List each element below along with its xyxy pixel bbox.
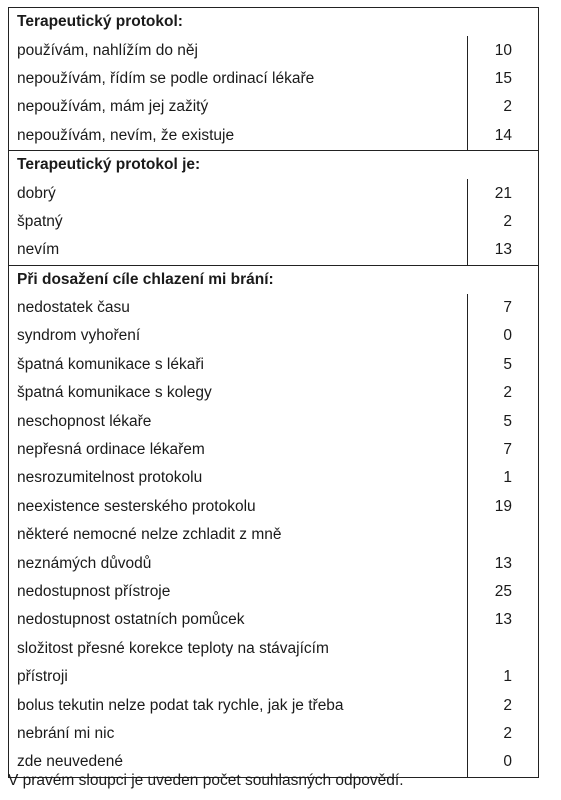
row-label: některé nemocné nelze zchladit z mně	[9, 521, 468, 549]
row-count: 2	[468, 93, 539, 121]
table-row	[9, 436, 539, 464]
section-cooling-obstacles	[9, 265, 539, 777]
table-row	[9, 322, 539, 350]
section-heading-value	[468, 150, 539, 179]
row-count: 13	[468, 606, 539, 634]
table-row	[9, 521, 539, 549]
row-count: 15	[468, 65, 539, 93]
row-count: 2	[468, 720, 539, 748]
table-row	[9, 179, 539, 207]
row-label: špatná komunikace s lékaři	[9, 351, 468, 379]
table-row	[9, 720, 539, 748]
row-count: 1	[468, 663, 539, 691]
table-row	[9, 493, 539, 521]
table-row	[9, 691, 539, 719]
section-heading: Terapeutický protokol:	[9, 8, 468, 37]
row-label: nepoužívám, řídím se podle ordinací lékaře	[9, 65, 468, 93]
section-heading: Při dosažení cíle chlazení mi brání:	[9, 265, 468, 294]
row-count: 14	[468, 122, 539, 151]
row-label: nepoužívám, nevím, že existuje	[9, 122, 468, 151]
row-count: 0	[468, 322, 539, 350]
row-count	[468, 635, 539, 663]
table-row	[9, 351, 539, 379]
table-row	[9, 93, 539, 121]
section-header-row	[9, 8, 539, 37]
row-label: nedostupnost přístroje	[9, 578, 468, 606]
section-protocol-quality	[9, 150, 539, 265]
row-count: 7	[468, 436, 539, 464]
table-row	[9, 379, 539, 407]
row-count: 25	[468, 578, 539, 606]
row-count: 2	[468, 379, 539, 407]
table-footnote: V pravém sloupci je uveden počet souhlasných odpovědí.	[8, 772, 404, 789]
row-count	[468, 521, 539, 549]
row-label: špatný	[9, 208, 468, 236]
table-row	[9, 606, 539, 634]
row-count: 13	[468, 236, 539, 265]
row-count: 5	[468, 407, 539, 435]
row-count: 7	[468, 294, 539, 322]
row-label: syndrom vyhoření	[9, 322, 468, 350]
row-label: špatná komunikace s kolegy	[9, 379, 468, 407]
row-label: přístroji	[9, 663, 468, 691]
table-row	[9, 208, 539, 236]
section-protocol-usage	[9, 8, 539, 151]
row-label: nedostupnost ostatních pomůcek	[9, 606, 468, 634]
table-row	[9, 464, 539, 492]
section-header-row	[9, 150, 539, 179]
row-label: používám, nahlížím do něj	[9, 36, 468, 64]
section-header-row	[9, 265, 539, 294]
row-label: zde neuvedené	[9, 748, 468, 777]
section-heading-value	[468, 8, 539, 37]
table-row	[9, 36, 539, 64]
table-row	[9, 635, 539, 663]
table-row	[9, 549, 539, 577]
row-label: bolus tekutin nelze podat tak rychle, jak je třeba	[9, 691, 468, 719]
row-count: 1	[468, 464, 539, 492]
table-row	[9, 294, 539, 322]
table-row	[9, 407, 539, 435]
row-count: 10	[468, 36, 539, 64]
table-row	[9, 578, 539, 606]
table-row	[9, 122, 539, 151]
row-label: dobrý	[9, 179, 468, 207]
section-heading: Terapeutický protokol je:	[9, 150, 468, 179]
row-label: nepoužívám, mám jej zažitý	[9, 93, 468, 121]
row-count: 21	[468, 179, 539, 207]
section-heading-value	[468, 265, 539, 294]
survey-results-table	[8, 7, 539, 778]
table-row	[9, 236, 539, 265]
row-label: neexistence sesterského protokolu	[9, 493, 468, 521]
row-label: nesrozumitelnost protokolu	[9, 464, 468, 492]
row-count: 5	[468, 351, 539, 379]
table-row	[9, 663, 539, 691]
row-count: 13	[468, 549, 539, 577]
row-count: 0	[468, 748, 539, 777]
row-label: neznámých důvodů	[9, 549, 468, 577]
row-label: neschopnost lékaře	[9, 407, 468, 435]
row-label: nepřesná ordinace lékařem	[9, 436, 468, 464]
row-count: 19	[468, 493, 539, 521]
row-count: 2	[468, 208, 539, 236]
row-label: složitost přesné korekce teploty na stávajícím	[9, 635, 468, 663]
row-label: nedostatek času	[9, 294, 468, 322]
row-label: nevím	[9, 236, 468, 265]
row-label: nebrání mi nic	[9, 720, 468, 748]
table-row	[9, 65, 539, 93]
row-count: 2	[468, 691, 539, 719]
